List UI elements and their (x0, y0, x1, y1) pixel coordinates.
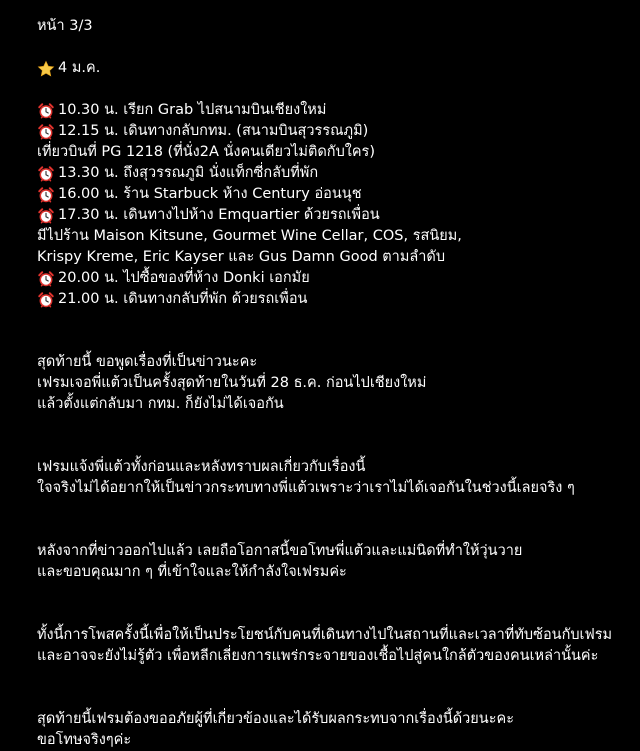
spacer (37, 499, 627, 520)
spacer (37, 667, 627, 688)
spacer (37, 604, 627, 625)
schedule-item (37, 100, 627, 121)
alarm-clock-icon (37, 207, 55, 225)
schedule-text: 17.30 น. เดินทางไปห้าง Emquartier ด้วยรถเพื่อน (58, 207, 380, 223)
schedule-item (37, 226, 627, 247)
paragraph-line: ใจจริงไม่ได้อยากให้เป็นข่าวกระทบทางพี่แต้วเพราะว่าเราไม่ได้เจอกันในช่วงนี้เลยจริง ๆ (37, 480, 575, 496)
alarm-clock-icon (37, 102, 55, 120)
alarm-clock-icon (37, 186, 55, 204)
alarm-clock-icon (37, 270, 55, 288)
date-line (37, 58, 627, 79)
schedule-item (37, 205, 627, 226)
spacer (37, 310, 627, 331)
spacer (37, 79, 627, 100)
spacer (37, 415, 627, 436)
post-text-body (37, 16, 627, 751)
spacer (37, 688, 627, 709)
schedule-item (37, 247, 627, 268)
paragraph-line: แล้วตั้งแต่กลับมา กทม. ก็ยังไม่ได้เจอกัน (37, 396, 284, 412)
paragraph-line: สุดท้ายนี้เฟรมต้องขออภัยผู้ที่เกี่ยวข้องและได้รับผลกระทบจากเรื่องนี้ด้วยนะคะ (37, 711, 514, 727)
alarm-clock-icon (37, 123, 55, 141)
schedule-text: 20.00 น. ไปซื้อของที่ห้าง Donki เอกมัย (58, 270, 310, 286)
paragraph-line: เฟรมเจอพี่แต้วเป็นครั้งสุดท้ายในวันที่ 28 ธ.ค. ก่อนไปเชียงใหม่ (37, 375, 427, 391)
schedule-item (37, 184, 627, 205)
schedule-text: 12.15 น. เดินทางกลับกทม. (สนามบินสุวรรณภูมิ) (58, 123, 369, 139)
spacer (37, 520, 627, 541)
page-indicator: หน้า 3/3 (37, 18, 93, 34)
paragraph-line: เฟรมแจ้งพี่แต้วทั้งก่อนและหลังทราบผลเกี่ยวกับเรื่องนี้ (37, 459, 366, 475)
star-icon (37, 60, 55, 78)
paragraph-line: สุดท้ายนี้ ขอพูดเรื่องที่เป็นข่าวนะคะ (37, 354, 258, 370)
schedule-item (37, 121, 627, 142)
schedule-item (37, 268, 627, 289)
schedule-text: มีไปร้าน Maison Kitsune, Gourmet Wine Cellar, COS, รสนิยม, (37, 228, 462, 244)
date-text: 4 ม.ค. (58, 60, 101, 76)
schedule-item (37, 163, 627, 184)
schedule-text: Krispy Kreme, Eric Kayser และ Gus Damn Good ตามลำดับ (37, 249, 446, 265)
schedule-text: 21.00 น. เดินทางกลับที่พัก ด้วยรถเพื่อน (58, 291, 308, 307)
schedule-text: 13.30 น. ถึงสุวรรณภูมิ นั่งแท็กซี่กลับที่พัก (58, 165, 319, 181)
paragraph-line: และขอบคุณมาก ๆ ที่เข้าใจและให้กำลังใจเฟรมค่ะ (37, 564, 347, 580)
schedule-item (37, 289, 627, 310)
schedule-text: 16.00 น. ร้าน Starbuck ห้าง Century อ่อนนุช (58, 186, 362, 202)
spacer (37, 331, 627, 352)
schedule-text: 10.30 น. เรียก Grab ไปสนามบินเชียงใหม่ (58, 102, 327, 118)
spacer (37, 583, 627, 604)
paragraph-line: ทั้งนี้การโพสครั้งนี้เพื่อให้เป็นประโยชน์กับคนที่เดินทางไปในสถานที่และเวลาที่ทับซ้อนกับเฟรม (37, 627, 613, 643)
alarm-clock-icon (37, 291, 55, 309)
paragraph-line: ขอโทษจริงๆค่ะ (37, 732, 132, 748)
alarm-clock-icon (37, 165, 55, 183)
paragraph-line: และอาจจะยังไม่รู้ตัว เพื่อหลีกเลี่ยงการแพร่กระจายของเชื้อไปสู่คนใกล้ตัวของคนเหล่านั้นค่ะ (37, 648, 599, 664)
spacer (37, 37, 627, 58)
schedule-text: เที่ยวบินที่ PG 1218 (ที่นั่ง2A นั่งคนเดียวไม่ติดกับใคร) (37, 144, 376, 160)
spacer (37, 436, 627, 457)
schedule-item (37, 142, 627, 163)
paragraph-line: หลังจากที่ข่าวออกไปแล้ว เลยถือโอกาสนี้ขอโทษพี่แต้วและแม่นิดที่ทำให้วุ่นวาย (37, 543, 523, 559)
